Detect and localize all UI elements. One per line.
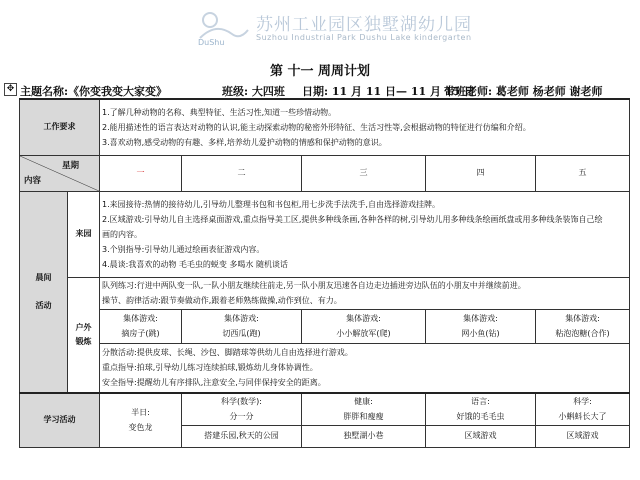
activity-subject: 科学: bbox=[573, 397, 592, 407]
day-header: 二 bbox=[182, 155, 302, 191]
arrival-item: 4.晨谈:我喜欢的动物 毛毛虫的蜕变 多喝水 随机谈话 bbox=[102, 259, 288, 269]
outdoor-intro-row bbox=[20, 277, 630, 309]
goals-content bbox=[100, 99, 630, 155]
game-title: 集体游戏: bbox=[463, 314, 498, 323]
learning-day1-line2: 变色龙 bbox=[128, 423, 153, 433]
arrival-item: 3.个别指导:引导幼儿通过绘画表征游戏内容。 bbox=[102, 244, 265, 254]
plan-meta-row bbox=[4, 82, 638, 98]
arrival-content bbox=[100, 191, 630, 277]
outdoor-notes-row bbox=[20, 343, 630, 393]
table-move-handle-icon[interactable]: ✥ bbox=[4, 83, 17, 96]
morning-label bbox=[20, 191, 68, 393]
learning-day1-line1: 半日: bbox=[131, 408, 150, 418]
activity-title: 好饿的毛毛虫 bbox=[456, 412, 505, 422]
outdoor-game-cell bbox=[302, 309, 426, 343]
game-title: 集体游戏: bbox=[346, 314, 381, 323]
outdoor-label-line2: 锻炼 bbox=[75, 336, 92, 346]
outdoor-intro-item: 操节、韵律活动:跟节奏做动作,跟着老师熟练做操,动作到位、有力。 bbox=[102, 296, 342, 305]
outdoor-note: 安全指导:提醒幼儿有序排队,注意安全,与同伴保持安全的距离。 bbox=[102, 378, 326, 388]
school-logo bbox=[196, 4, 476, 48]
learning-activity bbox=[182, 393, 302, 425]
date-range: 日期: 11 月 11 日— 11 月 15 日 bbox=[302, 85, 475, 98]
activity-subject: 语言: bbox=[471, 397, 490, 407]
outdoor-intro bbox=[100, 277, 630, 309]
activity-subject: 健康: bbox=[354, 397, 373, 407]
game-title: 集体游戏: bbox=[565, 314, 600, 323]
arrival-label: 来园 bbox=[68, 191, 100, 277]
activity-title: 小蝌蚪长大了 bbox=[558, 412, 607, 422]
school-name-en: Suzhou Industrial Park Dushu Lake kindergarten bbox=[256, 33, 472, 42]
week-corner-top: 星期 bbox=[61, 160, 79, 171]
day-header: 五 bbox=[536, 155, 630, 191]
logo-brand-text: DuShu bbox=[198, 38, 225, 47]
arrival-item: 1.来园接待:热情的接待幼儿,引导幼儿整理书包和书包柜,用七步洗手法洗手,自由选择游戏挂牌。 bbox=[102, 199, 440, 209]
week-corner-cell bbox=[20, 155, 100, 191]
goal-item: 1.了解几种动物的名称、典型特征、生活习性,知道一些珍惜动物。 bbox=[102, 107, 337, 117]
learning-area: 区域游戏 bbox=[536, 425, 630, 447]
outdoor-game-cell bbox=[536, 309, 630, 343]
game-name: 切西瓜(跑) bbox=[222, 329, 261, 338]
activity-subject: 科学(数学): bbox=[221, 397, 262, 407]
learning-activity bbox=[302, 393, 426, 425]
learning-activity bbox=[536, 393, 630, 425]
arrival-item: 画的内容。 bbox=[102, 229, 142, 239]
outdoor-notes bbox=[100, 343, 630, 393]
goal-item: 2.能用描述性的语言表达对动物的认识,能主动探索动物的秘密外形特征、生活习性等,会根据动物的特征进行仿编和介绍。 bbox=[102, 122, 531, 132]
game-name: 网小鱼(钻) bbox=[461, 329, 500, 338]
theme-name: 主题名称:《你变我变大家变》 bbox=[20, 85, 168, 98]
outdoor-game-cell bbox=[182, 309, 302, 343]
outdoor-label bbox=[68, 277, 100, 393]
game-title: 集体游戏: bbox=[224, 314, 259, 323]
morning-label-line1: 晨间 bbox=[35, 272, 52, 282]
game-title: 集体游戏: bbox=[123, 314, 158, 323]
activity-title: 分一分 bbox=[229, 412, 254, 422]
outdoor-game-cell bbox=[100, 309, 182, 343]
goal-item: 3.喜欢动物,感受动物的有趣、多样,培养幼儿爱护动物的情感和保护动物的意识。 bbox=[102, 137, 387, 147]
arrival-row bbox=[20, 191, 630, 277]
game-name: 粘泡泡糖(合作) bbox=[555, 329, 610, 338]
plan-title: 第 十一 周周计划 bbox=[269, 64, 371, 79]
outdoor-note: 重点指导:拍球,引导幼儿练习连续拍球,锻炼幼儿身体协调性。 bbox=[102, 363, 318, 373]
outdoor-game-cell bbox=[426, 309, 536, 343]
learning-row bbox=[20, 393, 630, 425]
outdoor-note: 分散活动:提供皮球、长绳、沙包、脚踏球等供幼儿自由选择进行游戏。 bbox=[102, 348, 353, 358]
week-header-row bbox=[20, 155, 630, 191]
school-name: 苏州工业园区独墅湖幼儿园 bbox=[256, 15, 472, 35]
goals-row bbox=[20, 99, 630, 155]
outdoor-games-row bbox=[20, 309, 630, 343]
goals-label: 工作要求 bbox=[20, 99, 100, 155]
outdoor-intro-item: 队列练习:行进中两队变一队,一队小朋友继续往前走,另一队小朋友迅速各自边走边插进旁边队伍的小朋友中并继续前进。 bbox=[102, 281, 526, 290]
day-header: 一 bbox=[100, 155, 182, 191]
game-name: 摘房子(跳) bbox=[121, 329, 160, 338]
week-corner-bottom: 内容 bbox=[24, 175, 42, 186]
activity-title: 胖胖和瘦瘦 bbox=[343, 412, 384, 422]
teachers: 带班老师: 葛老师 杨老师 谢老师 bbox=[444, 85, 603, 98]
game-name: 小小解放军(爬) bbox=[336, 329, 391, 338]
day-header: 四 bbox=[426, 155, 536, 191]
learning-day1 bbox=[100, 393, 182, 447]
learning-area: 搭建乐园,秋天的公园 bbox=[182, 425, 302, 447]
outdoor-label-line1: 户外 bbox=[75, 322, 92, 332]
learning-label: 学习活动 bbox=[20, 393, 100, 447]
day-header: 三 bbox=[302, 155, 426, 191]
morning-label-line2: 活动 bbox=[35, 300, 52, 310]
learning-activity bbox=[426, 393, 536, 425]
arrival-item: 2.区域游戏:引导幼儿自主选择桌面游戏,重点指导美工区,提供多种线条画,各种各样的树,引导幼儿用多种线条绘画纸盘或用多种线条装饰自己绘 bbox=[102, 214, 603, 224]
weekly-plan-table bbox=[19, 98, 630, 448]
class-name: 班级: 大四班 bbox=[222, 85, 285, 98]
learning-area: 独墅湖小巷 bbox=[302, 425, 426, 447]
learning-area: 区域游戏 bbox=[426, 425, 536, 447]
